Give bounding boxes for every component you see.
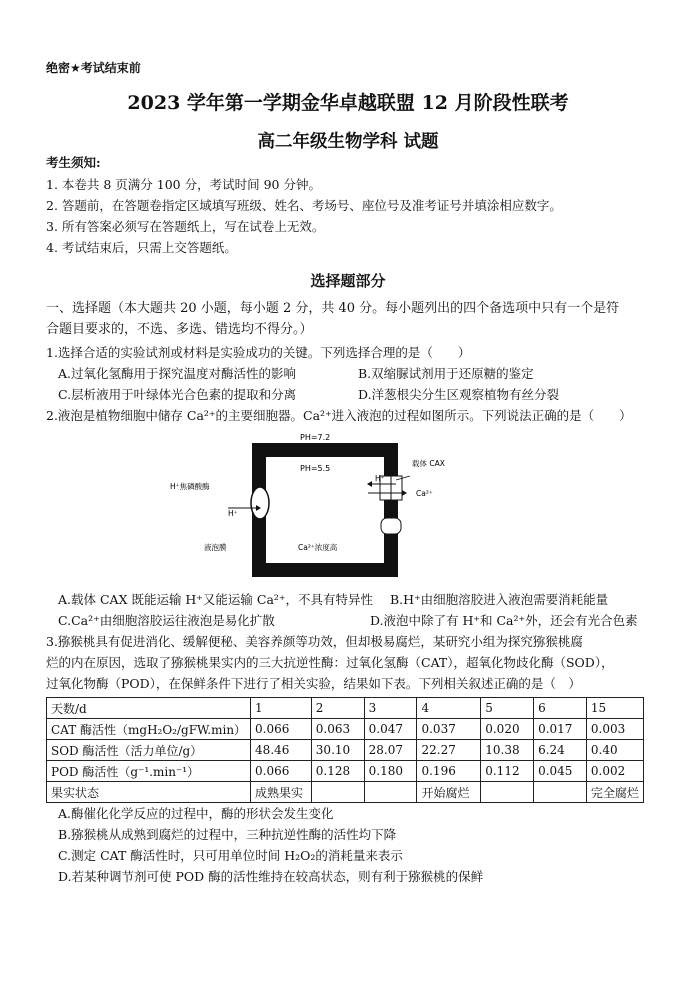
h-right-label: H⁺: [375, 474, 385, 483]
table-row: [47, 719, 644, 740]
h-left-label: H⁺: [228, 509, 238, 518]
table-cell: 果实状态: [47, 782, 251, 803]
table-cell: 0.017: [534, 719, 587, 740]
ca-high-label: Ca²⁺浓度高: [298, 543, 338, 552]
table-cell: 0.196: [417, 761, 481, 782]
q2-option-c: C.Ca²⁺由细胞溶胶运往液泡是易化扩散: [58, 613, 275, 628]
table-row: [47, 761, 644, 782]
q3-option-c: C.测定 CAT 酶活性时，只可用单位时间 H₂O₂的消耗量来表示: [58, 848, 403, 863]
table-cell: 0.045: [534, 761, 587, 782]
table-cell: SOD 酶活性（活力单位/g）: [47, 740, 251, 761]
table-row: [47, 740, 644, 761]
table-cell: 0.40: [586, 740, 643, 761]
table-cell: 0.063: [311, 719, 364, 740]
section-intro: 合题目要求的，不选、多选、错选均不得分。）: [46, 322, 313, 337]
section-intro: 一、选择题（本大题共 20 小题，每小题 2 分，共 40 分。每小题列出的四个备选项中只有一个是符: [46, 301, 620, 316]
table-cell: [311, 782, 364, 803]
table-cell: 0.047: [364, 719, 417, 740]
q3-stem: 3.猕猴桃具有促进消化、缓解便秘、美容养颜等功效，但却极易腐烂，某研究小组为探究猕猴桃腐: [46, 634, 583, 649]
table-cell: 10.38: [481, 740, 534, 761]
exam-subtitle: 高二年级生物学科 试题: [257, 132, 439, 152]
table-cell: 1: [251, 698, 312, 719]
table-cell: 0.066: [251, 719, 312, 740]
table-cell: 15: [586, 698, 643, 719]
table-cell: 48.46: [251, 740, 312, 761]
secret-label: 绝密★考试结束前: [46, 61, 141, 75]
table-cell: 0.003: [586, 719, 643, 740]
table-cell: CAT 酶活性（mgH₂O₂/gFW.min）: [47, 719, 251, 740]
notice-heading: 考生须知:: [46, 155, 101, 170]
table-header-row: [47, 698, 644, 719]
q3-option-d: D.若某种调节剂可使 POD 酶的活性维持在较高状态，则有利于猕猴桃的保鲜: [58, 869, 484, 884]
table-cell: 完全腐烂: [586, 782, 643, 803]
q3-option-a: A.酶催化化学反应的过程中，酶的形状会发生变化: [58, 806, 334, 821]
table-cell: 0.037: [417, 719, 481, 740]
table-cell: 0.112: [481, 761, 534, 782]
table-cell: [534, 782, 587, 803]
table-cell: 0.180: [364, 761, 417, 782]
q1-option-d: D.洋葱根尖分生区观察植物有丝分裂: [358, 387, 560, 402]
table-cell: 28.07: [364, 740, 417, 761]
q1-option-c: C.层析液用于叶绿体光合色素的提取和分离: [58, 387, 297, 402]
membrane-label: 液泡膜: [204, 543, 227, 552]
cax-label: 载体 CAX: [412, 459, 445, 468]
table-cell: 5: [481, 698, 534, 719]
table-cell: 0.128: [311, 761, 364, 782]
channel-shape: [381, 518, 401, 534]
notice-item: 1. 本卷共 8 页满分 100 分，考试时间 90 分钟。: [46, 177, 321, 192]
table-cell: 0.066: [251, 761, 312, 782]
q1-option-b: B.双缩脲试剂用于还原糖的鉴定: [358, 366, 534, 381]
q2-option-d: D.液泡中除了有 H⁺和 Ca²⁺外，还会有光合色素: [370, 613, 638, 628]
table-cell: 4: [417, 698, 481, 719]
table-cell: POD 酶活性（g⁻¹.min⁻¹）: [47, 761, 251, 782]
notice-item: 4. 考试结束后，只需上交答题纸。: [46, 240, 237, 255]
table-cell: 成熟果实: [251, 782, 312, 803]
q2-option-a: A.载体 CAX 既能运输 H⁺又能运输 Ca²⁺，不具有特异性: [58, 592, 374, 607]
section-title: 选择题部分: [310, 272, 386, 290]
q3-option-b: B.猕猴桃从成熟到腐烂的过程中，三种抗逆性酶的活性均下降: [58, 827, 397, 842]
exam-title: 2023 学年第一学期金华卓越联盟 12 月阶段性联考: [127, 92, 569, 114]
ca-label: Ca²⁺: [416, 489, 433, 498]
notice-item: 2. 答题前，在答题卷指定区域填写班级、姓名、考场号、座位号及准考证号并填涂相应数字。: [46, 198, 562, 213]
q2-stem: 2.液泡是植物细胞中储存 Ca²⁺的主要细胞器。Ca²⁺进入液泡的过程如图所示。下列说法正确的是（ ）: [46, 408, 632, 423]
table-cell: 0.002: [586, 761, 643, 782]
q3-stem: 过氧化物酶（POD），在保鲜条件下进行了相关实验，结果如下表。下列相关叙述正确的是（ ）: [46, 676, 581, 691]
table-cell: 3: [364, 698, 417, 719]
q1-stem: 1.选择合适的实验试剂或材料是实验成功的关键。下列选择合理的是（ ）: [46, 345, 471, 360]
table-cell: [481, 782, 534, 803]
table-cell: 30.10: [311, 740, 364, 761]
table-cell: 22.27: [417, 740, 481, 761]
h-pump-label: H⁺焦磷酸酶: [170, 482, 210, 491]
enzyme-table: [46, 697, 644, 803]
ph-outside-label: PH=7.2: [300, 433, 331, 442]
notice-item: 3. 所有答案必须写在答题纸上，写在试卷上无效。: [46, 219, 325, 234]
table-cell: 天数/d: [47, 698, 251, 719]
h-pump-shape: [251, 487, 269, 519]
table-cell: 6: [534, 698, 587, 719]
table-cell: 2: [311, 698, 364, 719]
q2-option-b: B.H⁺由细胞溶胶进入液泡需要消耗能量: [390, 592, 609, 607]
table-cell: 0.020: [481, 719, 534, 740]
vacuole-diagram: [170, 430, 450, 582]
q1-option-a: A.过氧化氢酶用于探究温度对酶活性的影响: [58, 366, 297, 381]
table-cell: 6.24: [534, 740, 587, 761]
table-cell: [364, 782, 417, 803]
table-row: [47, 782, 644, 803]
table-cell: 开始腐烂: [417, 782, 481, 803]
q3-stem: 烂的内在原因，选取了猕猴桃果实内的三大抗逆性酶：过氧化氢酶（CAT），超氧化物歧化酶（SOD），: [46, 655, 614, 670]
ph-inside-label: PH=5.5: [300, 464, 331, 473]
